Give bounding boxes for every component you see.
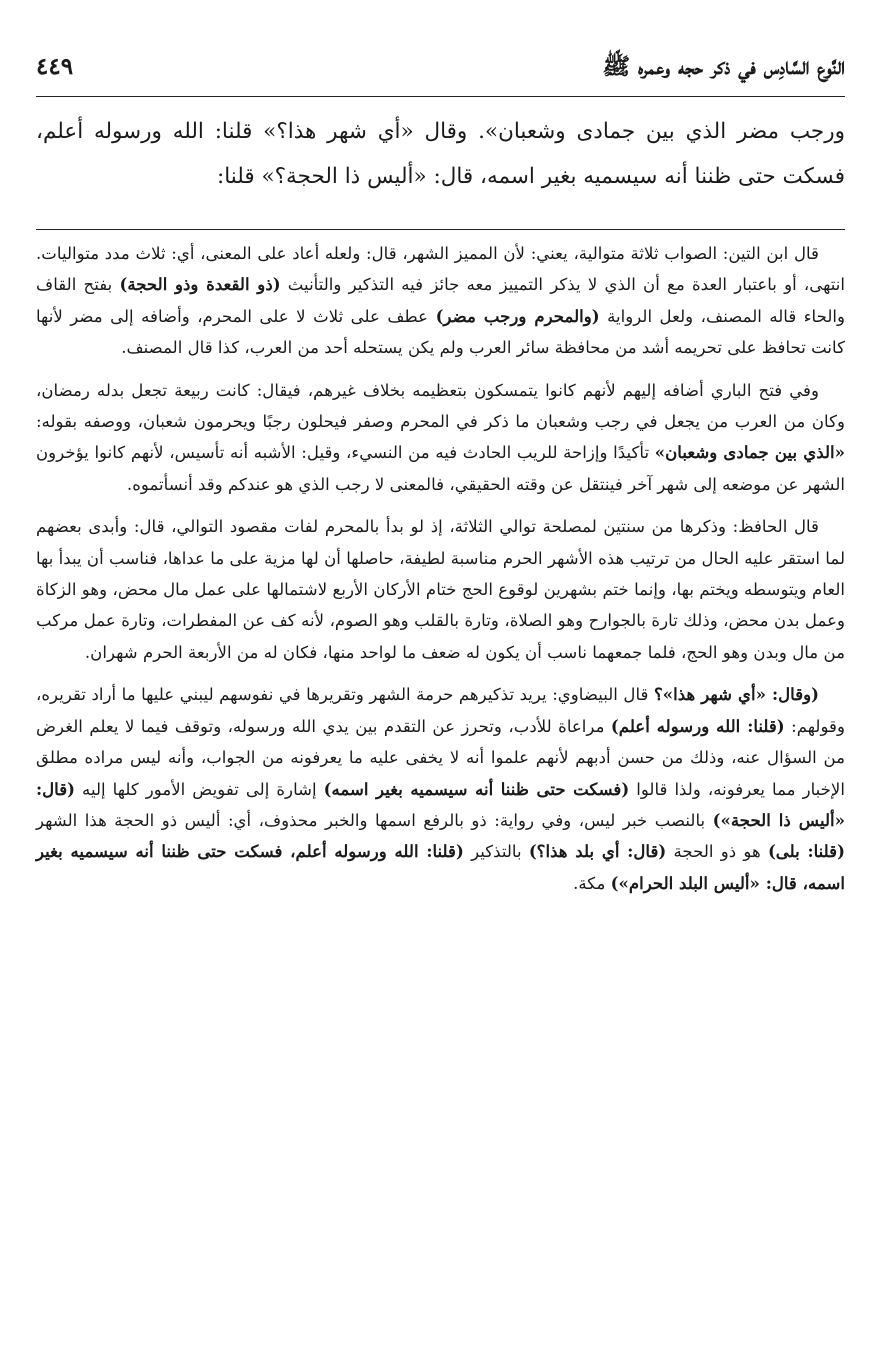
commentary-paragraph-4: (وقال: «أي شهر هذا»؟ قال البيضاوي: يريد تذكيرهم حرمة الشهر وتقريرها في نفوسهم ليبني عليها ما أراد تقريره، وقولهم: (قلنا: الله ورسوله أعلم) مراعاة للأدب، وتحرز عن التقدم بين يدي الله ورسوله، وتوقف فيما لا يعلم الغرض من السؤال عنه، وذلك من حسن أدبهم لأنهم علموا أنه لا يخفى عليه ما يعرفونه من الجواب، وأنه ليس مراده مطلق الإخبار مما يعرفونه، ولذا قالوا (فسكت حتى ظننا أنه سيسميه بغير اسمه) إشارة إلى تفويض الأمور كلها إليه (قال: «أليس ذا الحجة») بالنصب خبر ليس، وفي رواية: ذو بالرفع اسمها والخبر محذوف، أي: أليس ذو الحجة هذا الشهر (قلنا: بلى) هو ذو الحجة (قال: أي بلد هذا؟) بالتذكير (قلنا: الله ورسوله أعلم، فسكت حتى ظننا أنه سيسميه بغير اسمه، قال: «أليس البلد الحرام») مكة. [36,684,845,893]
hadith-text: ورجب مضر الذي بين جمادى وشعبان». وقال «أي شهر هذا؟» قلنا: الله ورسوله أعلم، فسكت حتى ظننا أنه سيسميه بغير اسمه، قال: «أليس ذا الحجة؟» قلنا: [36,119,845,189]
footnote-divider [36,229,845,230]
commentary-paragraph-3: قال الحافظ: وذكرها من سنتين لمصلحة توالي الثلاثة، إذ لو بدأ بالمحرم لفات مقصود التوالي، قال: وأبدى بعضهم لما استقر عليه الحال من ترتيب هذه الأشهر الحرم مناسبة لطيفة، حاصلها أن لها مزية على ما عداها، فناسب أن يبدأ بها العام ويتوسطه ويختم بها، وإنما ختم بشهرين لوقوع الحج ختام الأركان الأربع لاشتمالها على عمل مال محض، وهو الزكاة وعمل بدن محض، وذلك تارة بالجوارح وهو الصلاة، وتارة بالقلب وهو الصوم، لأنه كف عن المفطرات، وتارة عمل مركب من مال وبدن وهو الحج، فلما جمعهما ناسب أن يكون له ضعف ما لواحد منها، فكان له من الأربعة الحرم شهران. [36,517,845,662]
commentary-paragraph-1: قال ابن التين: الصواب ثلاثة متوالية، يعني: لأن المميز الشهر، قال: ولعله أعاد على المعنى، أي: ثلاث مدد متواليات. انتهى، أو باعتبار العدة مع أن الذي لا يذكر التمييز معه جائز فيه التذكير والتأنيث (ذو القعدة وذو الحجة) بفتح القاف والحاء قاله المصنف، ولعل الرواية (والمحرم ورجب مضر) عطف على ثلاث لا على المحرم، وأضافه إلى مضر لأنها كانت تحافظ على تحريمه أشد من محافظة سائر العرب ولم يكن يستحله أحد من العرب، كذا قال المصنف. [36,244,846,358]
page-header [36,52,845,97]
running-title: النَّوع السَّادِس في ذكر حجه وعمره ﷺ [602,53,845,80]
commentary [36,238,845,899]
commentary-paragraph-2: وفي فتح الباري أضافه إليهم لأنهم كانوا يتمسكون بتعظيمه بخلاف غيرهم، فيقال: كانت ربيعة تجعل بدله رمضان، وكان من العرب من يجعل في رجب وشعبان ما ذكر في المحرم وصفر فيحلون رجبًا ويحرمون شعبان، ووصفه بقوله: «الذي بين جمادى وشعبان» تأكيدًا وإزاحة للريب الحادث فيه من النسيء، وقيل: الأشبه أنه تأسيس، لأنهم كانوا يؤخرون الشهر عن موضعه إلى شهر آخر فينتقل عن وقته الحقيقي، فالمعنى لا رجب الذي هو عندكم وقد أنسأتموه. [36,380,846,494]
book-page [36,52,845,1360]
page-number: ٤٤٩ [36,53,74,80]
